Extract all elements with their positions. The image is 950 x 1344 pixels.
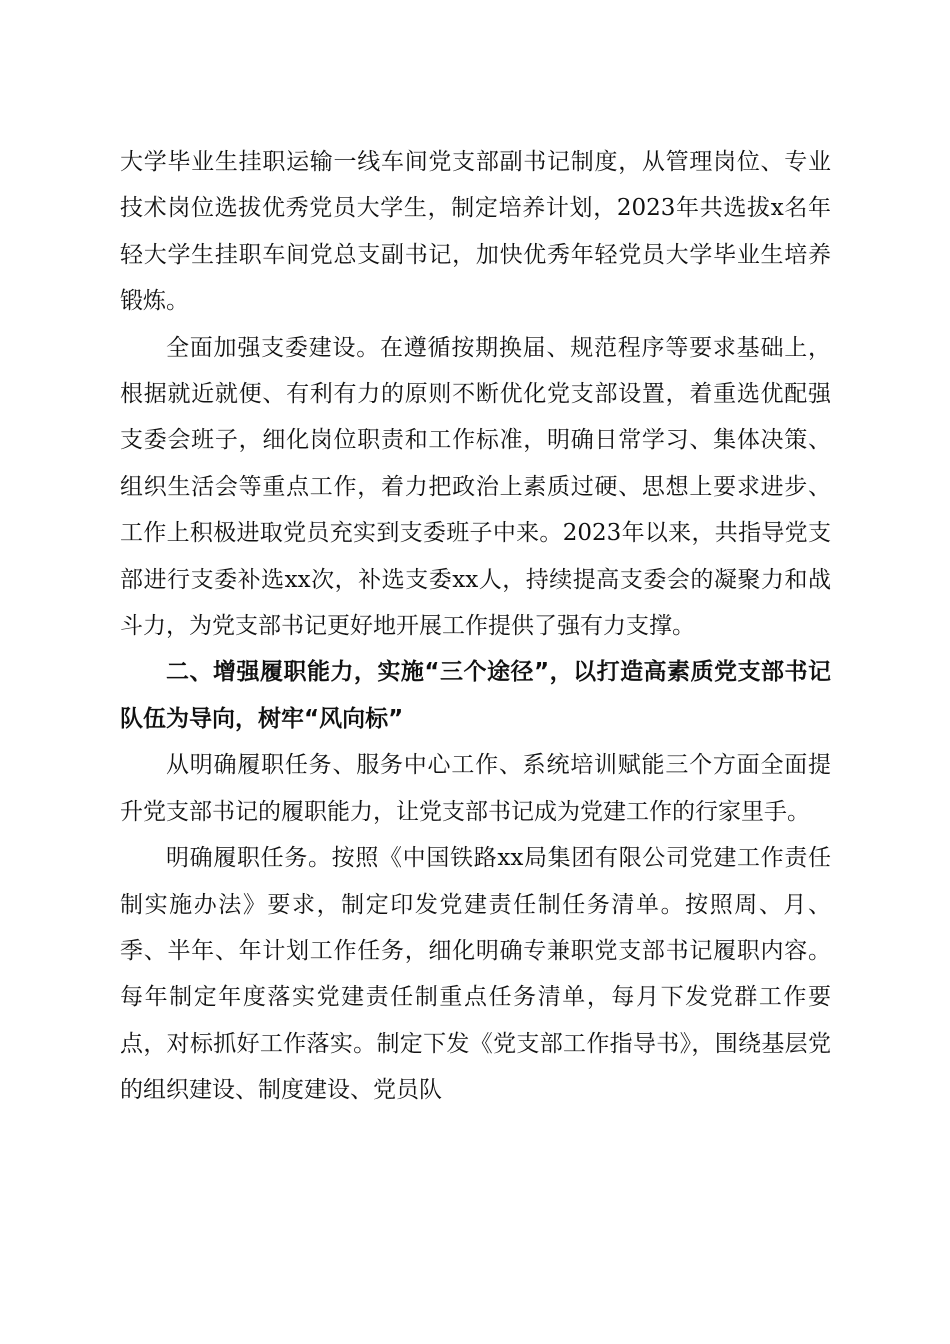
paragraph-branch-committee: 全面加强支委建设。在遵循按期换届、规范程序等要求基础上，根据就近就便、有利有力的原则不断优化党支部设置，着重选优配强支委会班子，细化岗位职责和工作标准，明确日常学习、集体决策、组织生活会等重点工作，着力把政治上素质过硬、思想上要求进步、工作上积极进取党员充实到支委班子中来。2023年以来，共指导党支部进行支委补选xx次，补选支委xx人，持续提高支委会的凝聚力和战斗力，为党支部书记更好地开展工作提供了强有力支撑。 <box>120 334 831 640</box>
paragraph-section-intro: 从明确履职任务、服务中心工作、系统培训赋能三个方面全面提升党支部书记的履职能力，让党支部书记成为党建工作的行家里手。 <box>120 752 831 825</box>
section-heading-two: 二、增强履职能力，实施“三个途径”，以打造高素质党支部书记队伍为导向，树牢“风向标” <box>120 659 831 732</box>
paragraph-continuation: 大学毕业生挂职运输一线车间党支部副书记制度，从管理岗位、专业技术岗位选拔优秀党员大学生，制定培养计划，2023年共选拔x名年轻大学生挂职车间党总支副书记，加快优秀年轻党员大学毕业生培养锻炼。 <box>120 149 831 315</box>
paragraph-duty-tasks: 明确履职任务。按照《中国铁路xx局集团有限公司党建工作责任制实施办法》要求，制定印发党建责任制任务清单。按照周、月、季、半年、年计划工作任务，细化明确专兼职党支部书记履职内容。每年制定年度落实党建责任制重点任务清单，每月下发党群工作要点，对标抓好工作落实。制定下发《党支部工作指导书》，围绕基层党的组织建设、制度建设、党员队 <box>120 845 831 1104</box>
document-page <box>120 139 831 1114</box>
